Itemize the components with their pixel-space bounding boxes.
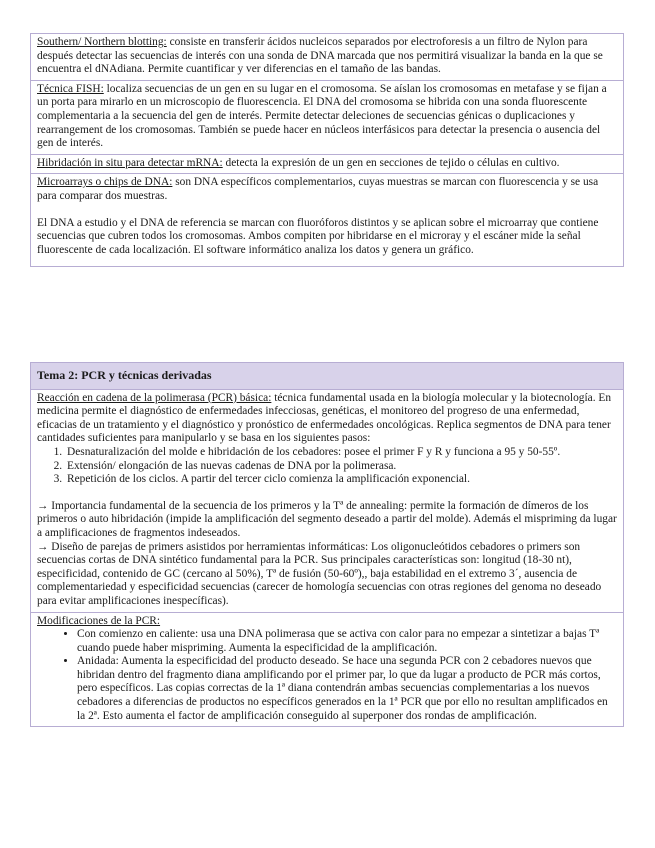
- techniques-table-1: [30, 33, 624, 267]
- pcr-text: técnica fundamental usada en la biología molecular y la biotecnología. En medicina permite el diagnóstico de enfermedades infecciosas, genéticas, el monitoreo del progreso de una enfermedad, eficacias de un tratamiento y el diagnóstico y pronóstico de enfermedades oncológicas. Replica segmentos de DNA para tener cantidades suficientes para manipularlo y se basa en los siguientes pasos:: [37, 391, 612, 445]
- microarray-cell: [31, 174, 624, 267]
- microarray-para2: El DNA a estudio y el DNA de referencia se marcan con fluoróforos distintos y se aplican sobre el microarray que contiene secuencias que cubren todos los cromosomas. Ambos compiten por hibridarse en el microray y el escáner mide la señal fluorescente de cada localización. El software informático analiza los datos y genera un gráfico.: [37, 216, 599, 256]
- insitu-text: detecta la expresión de un gen en secciones de tejido o células en cultivo.: [222, 156, 560, 169]
- section-heading: Tema 2: PCR y técnicas derivadas: [31, 363, 624, 390]
- pcr-note-design: → Diseño de parejas de primers asistidos por herramientas informáticas: Los oligonucleótidos cebadores o primers son secuencias cortas de DNA sintético fundamental para la PCR. Sus principales características son: longitud (18-30 nt), especificidad, contenido de GC (cercano al 50%), Tª de fusión (50-60º),, baja estabilidad en el extremo 3´, ausencia de complementariedad y especificidad secuencias (carecer de homología secuencias con otras regiones del genoma no deseado para evitar amplificaciones inespecíficas).: [37, 540, 602, 607]
- insitu-title: Hibridación in situ para detectar mRNA:: [37, 156, 223, 169]
- mods-cell: [31, 612, 624, 727]
- fish-cell: [31, 80, 624, 154]
- mods-title: Modificaciones de la PCR:: [37, 614, 161, 627]
- pcr-step: 2. Extensión/ elongación de las nuevas cadenas de DNA por la polimerasa.: [65, 460, 617, 474]
- mods-list: [37, 628, 617, 723]
- insitu-cell: [31, 154, 624, 174]
- pcr-step: 3. Repetición de los ciclos. A partir del tercer ciclo comienza la amplificación exponencial.: [65, 473, 617, 487]
- mods-item: • Con comienzo en caliente: usa una DNA polimerasa que se activa con calor para no empezar a sintetizar a bajas Tª cuando puede haber mispriming. Aumenta la especificidad de la amplificación.: [77, 628, 617, 655]
- pcr-cell: [31, 389, 624, 612]
- fish-title: Técnica FISH:: [37, 82, 104, 95]
- southern-text: consiste en transferir ácidos nucleicos separados por electroforesis a un filtro de Nylon para después detectar las secuencias de interés con una sonda de DNA marcada que nos permitirá visualizar la banda en la que se encuentra el dNAdiana. Permite cuantificar y ver diferencias en el tamaño de las bandas.: [37, 36, 603, 76]
- pcr-note-primers: → Importancia fundamental de la secuencia de los primeros y la Tª de annealing: permite la formación de dímeros de los primeros o auto hibridación (impide la amplificación del segmento deseado a partir del molde). Además el mispriming da lugar a amplificaciones de fragmentos indeseados.: [37, 499, 617, 539]
- southern-title: Southern/ Northern blotting:: [37, 36, 167, 48]
- pcr-steps-list: [37, 446, 617, 487]
- mods-item: • Anidada: Aumenta la especificidad del producto deseado. Se hace una segunda PCR con 2 cebadores nuevos que hibridan dentro del fragmento diana amplificando por el primer par, lo que da lugar a producto de PCR más cortos, pero específicos. Las copias correctas de la 1ª diana contendrán ambas secuencias complementarias a los nuevos cebadores a diferencias de productos no específicos generados en la 1ª PCR que por ello no resultan amplificados en la 2ª. Esto aumenta el factor de amplificación conseguido al superponer dos rondas de amplificación.: [77, 655, 617, 723]
- microarray-title: Microarrays o chips de DNA:: [37, 176, 173, 189]
- pcr-step: 1. Desnaturalización del molde e hibridación de los cebadores: posee el primer F y R y funciona a 95 y 50-55º.: [65, 446, 617, 460]
- microarray-text: son DNA específicos complementarios, cuyas muestras se marcan con fluorescencia y se usa para comparar dos muestras.: [37, 176, 599, 202]
- pcr-title: Reacción en cadena de la polimerasa (PCR) básica:: [37, 391, 272, 404]
- fish-text: localiza secuencias de un gen en su lugar en el cromosoma. Se aíslan los cromosomas en metafase y se fijan a un porta para mirarlo en un microscopio de fluorescencia. El DNA del cromosoma se hibrida con una sonda fluorescente complementaria a la secuencia del gen de interés. Permite detectar deleciones de secuencias génicas o duplicaciones y rearrangement de los cromosomas. También se puede hacer en núcleos interfásicos para detectar la presencia o ausencia del gen de interés.: [37, 82, 607, 150]
- southern-cell: [31, 34, 624, 81]
- techniques-table-2: [30, 362, 624, 727]
